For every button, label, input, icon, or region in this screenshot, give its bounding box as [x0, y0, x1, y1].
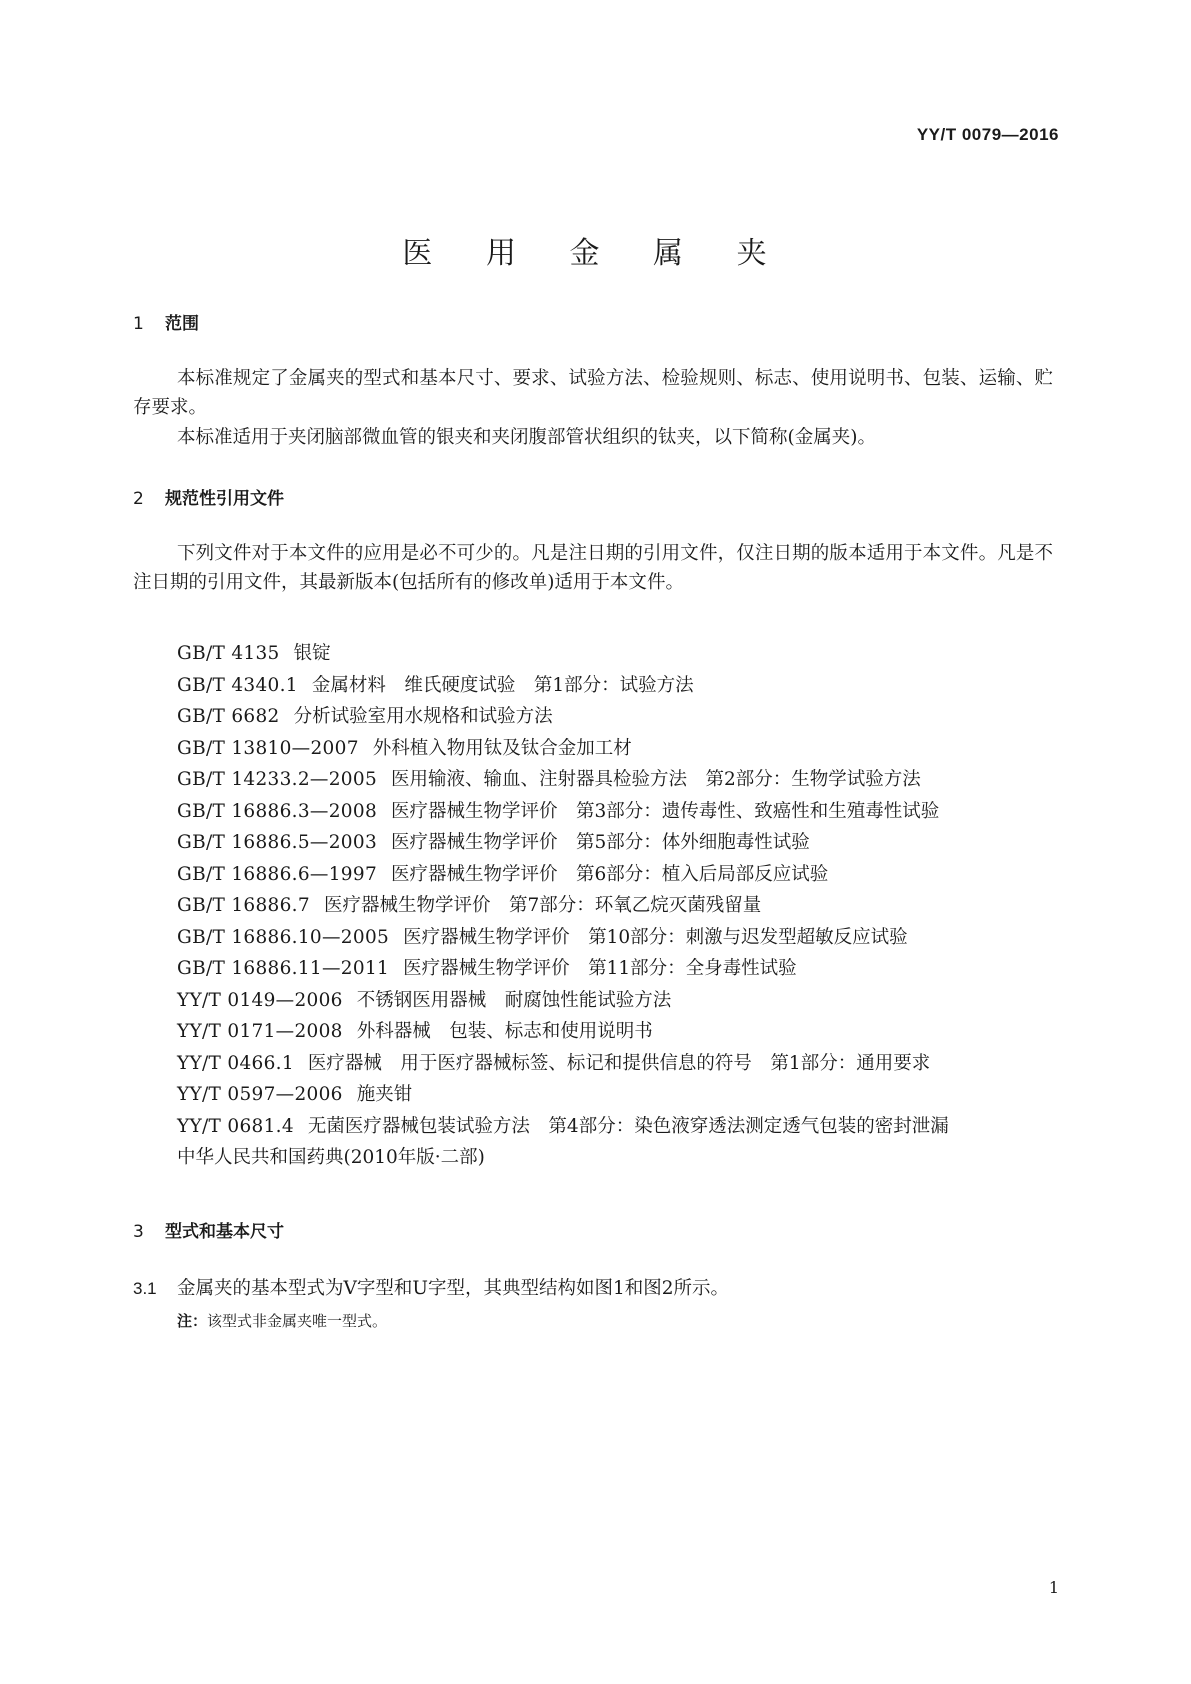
scope-paragraph-1: 本标准规定了金属夹的型式和基本尺寸、要求、试验方法、检验规则、标志、使用说明书、包装、运输、贮存要求。 — [133, 368, 1053, 418]
reference-code: YY/T 0597—2006 — [177, 1084, 343, 1105]
reference-title: 医疗器械 用于医疗器械标签、标记和提供信息的符号 第1部分：通用要求 — [307, 1052, 931, 1074]
reference-item — [177, 1048, 1077, 1080]
reference-title: 医疗器械生物学评价 第6部分：植入后局部反应试验 — [391, 863, 829, 885]
reference-item — [177, 701, 1077, 733]
reference-code: GB/T 4135 — [177, 643, 280, 664]
reference-title: 医用输液、输血、注射器具检验方法 第2部分：生物学试验方法 — [391, 769, 921, 790]
section-3-heading — [133, 1217, 284, 1242]
reference-item — [177, 764, 1077, 796]
reference-title: 施夹钳 — [356, 1084, 413, 1105]
reference-title: 分析试验室用水规格和试验方法 — [293, 706, 553, 727]
section-number: 2 — [133, 489, 144, 509]
reference-item — [177, 890, 1077, 922]
document-title: 医 用 金 属 夹 — [402, 236, 789, 271]
reference-code: GB/T 4340.1 — [177, 674, 298, 696]
reference-item — [177, 1111, 1077, 1143]
reference-title: 不锈钢医用器械 耐腐蚀性能试验方法 — [356, 989, 672, 1011]
reference-item — [177, 827, 1077, 859]
reference-code: YY/T 0466.1 — [177, 1052, 294, 1074]
reference-title: 中华人民共和国药典(2010年版·二部) — [177, 1147, 485, 1168]
reference-item — [177, 1079, 1077, 1111]
note-text: 该型式非金属夹唯一型式。 — [207, 1312, 388, 1330]
reference-code: GB/T 14233.2—2005 — [177, 769, 378, 790]
reference-code: GB/T 16886.7 — [177, 895, 310, 916]
clause-number: 3.1 — [133, 1279, 157, 1298]
note — [177, 1310, 387, 1331]
reference-code: GB/T 16886.3—2008 — [177, 800, 378, 822]
reference-item — [177, 1016, 1077, 1048]
reference-title: 外科器械 包装、标志和使用说明书 — [356, 1021, 653, 1042]
clause-3-1 — [133, 1274, 729, 1300]
reference-code: GB/T 16886.11—2011 — [177, 958, 390, 979]
reference-item — [177, 670, 1077, 702]
reference-item — [177, 1142, 1077, 1174]
section-number: 1 — [133, 314, 144, 334]
reference-item — [177, 859, 1077, 891]
section-1-heading — [133, 309, 199, 334]
reference-item — [177, 953, 1077, 985]
section-title: 规范性引用文件 — [165, 489, 284, 509]
reference-title: 金属材料 维氏硬度试验 第1部分：试验方法 — [311, 674, 694, 696]
reference-title: 医疗器械生物学评价 第11部分：全身毒性试验 — [403, 958, 797, 979]
reference-code: YY/T 0149—2006 — [177, 989, 343, 1011]
reference-title: 医疗器械生物学评价 第3部分：遗传毒性、致癌性和生殖毒性试验 — [391, 800, 940, 822]
reference-code: YY/T 0171—2008 — [177, 1021, 343, 1042]
page-number: 1 — [1048, 1578, 1059, 1597]
reference-title: 无菌医疗器械包装试验方法 第4部分：染色液穿透法测定透气包装的密封泄漏 — [307, 1115, 949, 1137]
reference-code: GB/T 16886.5—2003 — [177, 832, 378, 853]
section-title: 型式和基本尺寸 — [165, 1222, 284, 1242]
reference-item — [177, 733, 1077, 765]
section-2-heading — [133, 484, 284, 509]
reference-item — [177, 796, 1077, 828]
reference-item — [177, 638, 1077, 670]
reference-code: GB/T 16886.6—1997 — [177, 863, 378, 885]
clause-text: 金属夹的基本型式为V字型和U字型，其典型结构如图1和图2所示。 — [177, 1278, 729, 1299]
reference-title: 银锭 — [293, 643, 331, 664]
reference-code: YY/T 0681.4 — [177, 1115, 294, 1137]
note-label: 注： — [177, 1312, 208, 1330]
references-intro: 下列文件对于本文件的应用是必不可少的。凡是注日期的引用文件，仅注日期的版本适用于本文件。凡是不注日期的引用文件，其最新版本(包括所有的修改单)适用于本文件。 — [133, 543, 1053, 593]
reference-title: 医疗器械生物学评价 第7部分：环氧乙烷灭菌残留量 — [323, 895, 762, 916]
scope-paragraph-2: 本标准适用于夹闭脑部微血管的银夹和夹闭腹部管状组织的钛夹，以下简称(金属夹)。 — [177, 427, 876, 448]
reference-code: GB/T 13810—2007 — [177, 737, 359, 759]
reference-title: 医疗器械生物学评价 第10部分：刺激与迟发型超敏反应试验 — [403, 926, 908, 948]
reference-item — [177, 985, 1077, 1017]
section-title: 范围 — [165, 314, 199, 334]
reference-code: GB/T 16886.10—2005 — [177, 926, 390, 948]
reference-title: 医疗器械生物学评价 第5部分：体外细胞毒性试验 — [391, 832, 810, 853]
standard-code: YY/T 0079—2016 — [916, 125, 1059, 144]
reference-title: 外科植入物用钛及钛合金加工材 — [372, 737, 632, 759]
section-number: 3 — [133, 1222, 144, 1242]
reference-list — [177, 638, 1077, 1174]
reference-item — [177, 922, 1077, 954]
reference-code: GB/T 6682 — [177, 706, 280, 727]
